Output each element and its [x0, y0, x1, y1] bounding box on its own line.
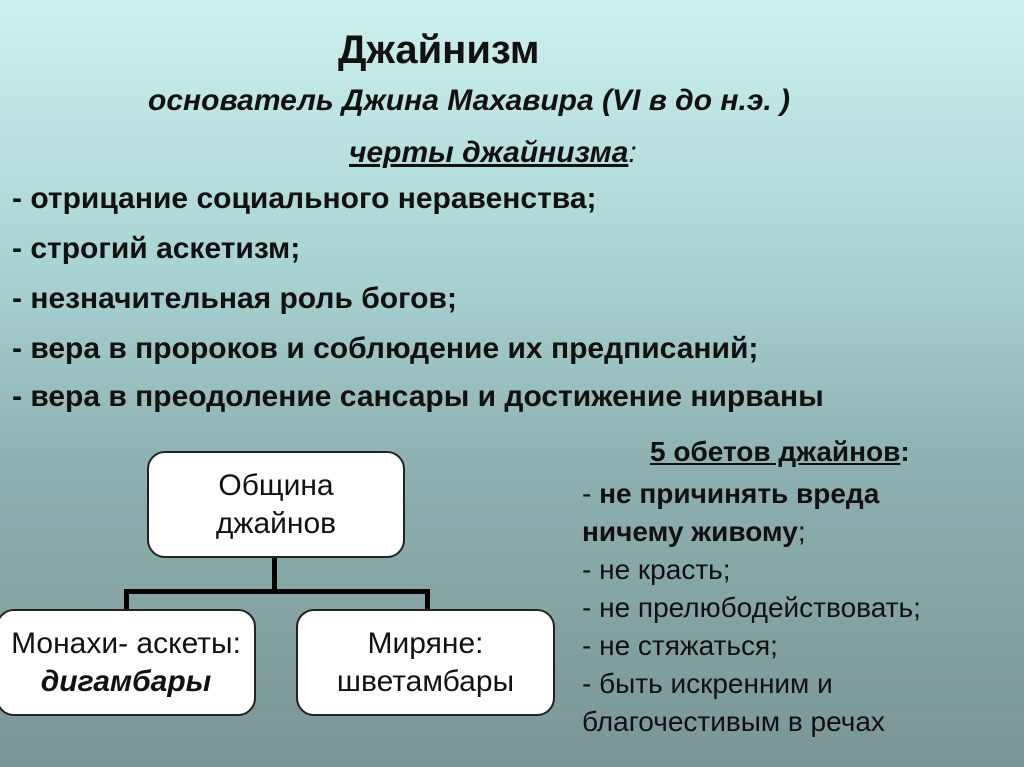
connector-vertical-root	[272, 558, 277, 593]
features-heading-text: черты джайнизма	[349, 136, 629, 169]
vow-item: - не стяжаться;	[582, 630, 778, 661]
vow-item	[582, 476, 879, 512]
vow-item: благочестивым в речах	[582, 706, 885, 737]
vow-end: ;	[797, 516, 806, 547]
monks-line-2: дигамбары	[40, 664, 212, 698]
vow-item: - быть искренним и	[582, 668, 833, 699]
features-heading-colon: :	[628, 136, 637, 169]
connector-vertical-left	[124, 589, 129, 610]
vows-heading-text: 5 обетов джайнов	[650, 436, 901, 467]
diagram-laity-box	[296, 609, 555, 716]
vow-item: - не красть;	[582, 554, 731, 585]
vow-bold-text: ничему живому	[582, 516, 798, 547]
feature-item: - вера в пророков и соблюдение их предписаний;	[12, 332, 759, 365]
diagram-root-box	[147, 451, 405, 558]
root-line-2: джайнов	[215, 506, 337, 540]
vow-bold-text: не причинять вреда	[599, 478, 880, 509]
founder-subtitle: основатель Джина Махавира (VI в до н.э. )	[148, 84, 791, 117]
feature-item: - строгий аскетизм;	[12, 232, 301, 265]
diagram-monks-box	[0, 609, 256, 716]
vows-heading-colon: :	[900, 436, 910, 467]
root-line-1: Община	[218, 468, 334, 502]
laity-line-2: шветамбары	[336, 664, 515, 698]
feature-item: - отрицание социального неравенства;	[12, 182, 597, 215]
feature-item: - незначительная роль богов;	[12, 282, 457, 315]
vow-item: - не прелюбодействовать;	[582, 592, 921, 623]
laity-line-1: Миряне:	[367, 626, 484, 660]
connector-horizontal	[124, 589, 430, 594]
page-title: Джайнизм	[338, 28, 540, 72]
feature-item: - вера в преодоление сансары и достижение нирваны	[12, 380, 824, 413]
monks-line-1: Монахи- аскеты:	[11, 626, 241, 660]
vow-dash: -	[582, 478, 600, 509]
vow-item	[582, 514, 806, 550]
connector-vertical-right	[425, 589, 430, 610]
features-heading	[349, 136, 637, 170]
vows-heading	[650, 436, 910, 468]
